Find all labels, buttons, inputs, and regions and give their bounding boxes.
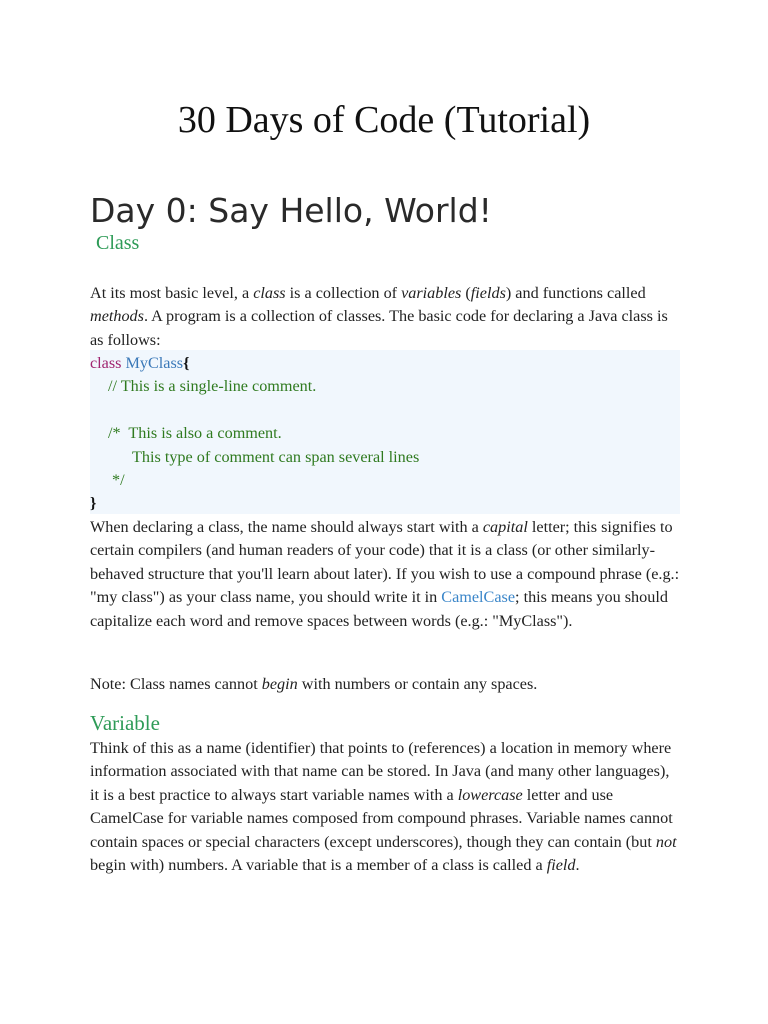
note-paragraph (90, 673, 680, 696)
variable-section-heading: Variable (90, 711, 160, 735)
methods-term: methods (90, 307, 144, 326)
lowercase-term: lowercase (457, 785, 523, 804)
text-run: . (575, 856, 580, 875)
code-block-comment-middle: This type of comment can span several lines (132, 448, 420, 466)
class-term: class (253, 284, 286, 302)
text-run: ) and functions called (505, 284, 646, 302)
class-intro-paragraph (90, 282, 680, 352)
note-label: Note: (90, 675, 126, 693)
text-run: At its most basic level, a (90, 284, 254, 302)
text-run: . A program is a collection of classes. The basic code for declaring a Java class is as follows: (90, 307, 668, 349)
code-block-comment-close: */ (112, 471, 125, 489)
code-keyword: class (90, 354, 122, 372)
code-close-brace: } (90, 494, 97, 512)
code-block (90, 350, 680, 514)
text-run: Think of this as a name (identifier) that points to (references) a location in memory where information associated with that name can be stored. In Java (and many other languages), it is a best practice to always start variable names with a (90, 739, 672, 804)
begin-term: begin (261, 675, 298, 693)
text-run: When declaring a class, the name should always start with a (90, 518, 483, 536)
text-run: begin with) numbers. A variable that is a member of a class is called a (90, 856, 547, 875)
text-run: letter; this signifies to certain compilers (and human readers of your code) that it is a class (or other similarly-behaved structure that you'll learn about later). If you wish to use a compound phrase (e.g.: "my class") as your class name, you should write it in (90, 518, 680, 607)
text-run: letter and use CamelCase for variable names composed from compound phrases. Variable names cannot contain spaces or special characters (except underscores), though they can contain (but (90, 785, 673, 851)
code-class-name: MyClass (125, 354, 184, 372)
class-naming-paragraph (90, 516, 680, 633)
variables-term: variables (401, 284, 462, 302)
code-line-comment: // This is a single-line comment. (108, 377, 317, 395)
day-heading: Day 0: Say Hello, World! (90, 191, 492, 230)
not-term: not (655, 832, 677, 851)
fields-term: fields (470, 284, 506, 302)
text-run: Class names cannot (125, 675, 262, 693)
code-open-brace: { (183, 354, 190, 372)
text-run: ; this means you should capitalize each word and remove spaces between words (e.g.: "MyClass"). (90, 588, 668, 630)
document-title: 30 Days of Code (Tutorial) (177, 99, 591, 141)
text-run: with numbers or contain any spaces. (297, 675, 538, 693)
text-run: ( (461, 284, 471, 302)
camelcase-link[interactable]: CamelCase (441, 588, 516, 607)
variable-paragraph (90, 737, 680, 877)
class-section-heading: Class (96, 232, 140, 254)
text-run: is a collection of (285, 284, 402, 302)
code-block-comment-open: /* This is also a comment. (108, 424, 282, 442)
code-line-class-declaration (90, 352, 189, 375)
field-term: field (546, 856, 576, 875)
capital-term: capital (482, 518, 528, 536)
